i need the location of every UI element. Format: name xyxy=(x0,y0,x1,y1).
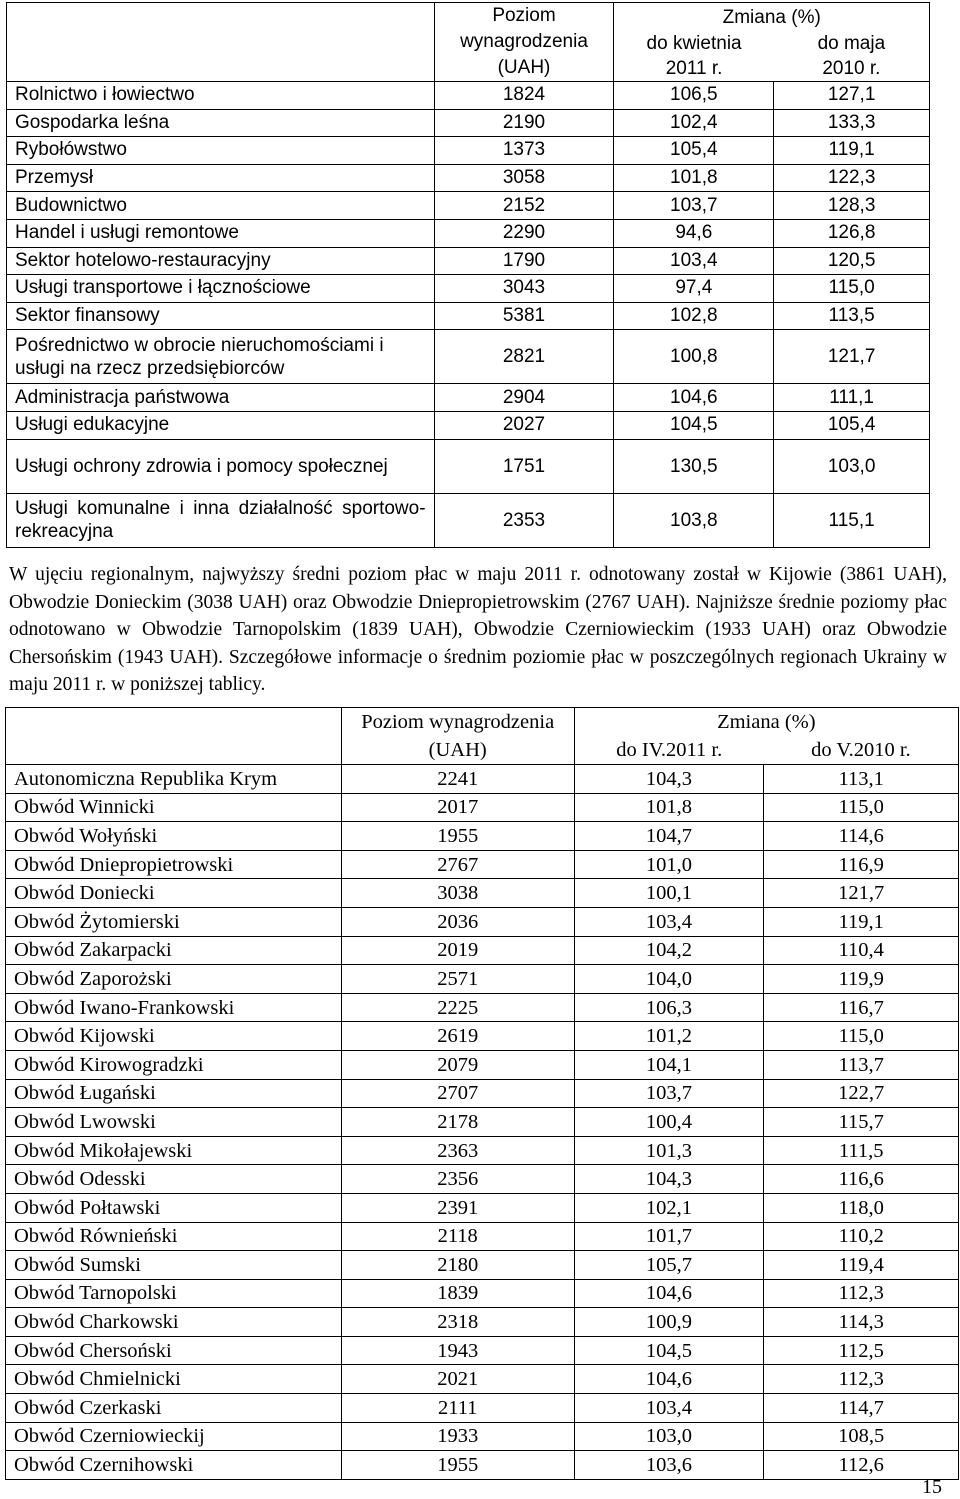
wage-value: 1839 xyxy=(341,1279,574,1308)
change-vs-may: 119,1 xyxy=(764,907,959,936)
change-vs-april: 102,1 xyxy=(574,1193,764,1222)
region-name: Obwód Dniepropietrowski xyxy=(6,850,342,879)
change-vs-may: 110,4 xyxy=(764,936,959,965)
sector-wage-table xyxy=(6,2,930,548)
table-row xyxy=(7,493,930,547)
change-vs-may: 103,0 xyxy=(774,439,930,493)
wage-value: 2225 xyxy=(341,993,574,1022)
change-vs-april: 104,5 xyxy=(574,1336,764,1365)
table-row xyxy=(7,109,930,137)
change-vs-may: 115,7 xyxy=(764,1108,959,1137)
wage-value: 2190 xyxy=(434,109,614,137)
wage-value: 2111 xyxy=(341,1394,574,1423)
region-name: Obwód Czernihowski xyxy=(6,1451,342,1480)
change-vs-may: 115,0 xyxy=(774,275,930,303)
change-vs-may: 120,5 xyxy=(774,247,930,275)
region-name: Obwód Odesski xyxy=(6,1165,342,1194)
table-row xyxy=(6,879,959,908)
table-row xyxy=(6,993,959,1022)
change-vs-april: 103,4 xyxy=(574,907,764,936)
wage-value: 2363 xyxy=(341,1136,574,1165)
wage-value: 2241 xyxy=(341,765,574,794)
table-row xyxy=(6,822,959,851)
change-vs-april: 101,2 xyxy=(574,1022,764,1051)
change-vs-april: 104,6 xyxy=(574,1279,764,1308)
table-row xyxy=(6,1451,959,1480)
header-wage-level: Poziom wynagrodzenia (UAH) xyxy=(341,708,574,765)
header-vs-april: do IV.2011 r. xyxy=(574,736,764,765)
change-vs-may: 119,4 xyxy=(764,1251,959,1280)
table-row xyxy=(7,384,930,412)
wage-value: 2707 xyxy=(341,1079,574,1108)
sector-name: Administracja państwowa xyxy=(7,384,435,412)
table-row xyxy=(7,164,930,192)
change-vs-may: 115,0 xyxy=(764,793,959,822)
change-vs-may: 115,1 xyxy=(774,493,930,547)
region-name: Obwód Winnicki xyxy=(6,793,342,822)
region-name: Obwód Zakarpacki xyxy=(6,936,342,965)
table-row xyxy=(6,1422,959,1451)
region-name: Obwód Zaporożski xyxy=(6,965,342,994)
change-vs-april: 104,0 xyxy=(574,965,764,994)
wage-value: 1790 xyxy=(434,247,614,275)
change-vs-april: 97,4 xyxy=(614,275,774,303)
wage-value: 5381 xyxy=(434,302,614,330)
table-row xyxy=(6,1394,959,1423)
region-name: Obwód Charkowski xyxy=(6,1308,342,1337)
change-vs-april: 106,3 xyxy=(574,993,764,1022)
change-vs-may: 110,2 xyxy=(764,1222,959,1251)
header-wage-level: Poziom wynagrodzenia (UAH) xyxy=(434,3,614,82)
change-vs-may: 108,5 xyxy=(764,1422,959,1451)
change-vs-april: 103,8 xyxy=(614,493,774,547)
change-vs-april: 104,3 xyxy=(574,1165,764,1194)
header-change: Zmiana (%) xyxy=(574,708,958,737)
wage-value: 1933 xyxy=(341,1422,574,1451)
wage-value: 2356 xyxy=(341,1165,574,1194)
sector-name: Usługi ochrony zdrowia i pomocy społecznej xyxy=(7,439,435,493)
sector-name: Pośrednictwo w obrocie nieruchomościami i usługi na rzecz przedsiębiorców xyxy=(7,330,435,384)
header-empty-cell xyxy=(6,708,342,765)
change-vs-april: 102,8 xyxy=(614,302,774,330)
header-change: Zmiana (%) xyxy=(614,3,930,32)
change-vs-april: 104,6 xyxy=(574,1365,764,1394)
wage-value: 2019 xyxy=(341,936,574,965)
table-row xyxy=(6,1193,959,1222)
region-wage-table xyxy=(5,707,959,1480)
change-vs-may: 112,6 xyxy=(764,1451,959,1480)
change-vs-may: 119,9 xyxy=(764,965,959,994)
change-vs-may: 113,1 xyxy=(764,765,959,794)
header-vs-may: do V.2010 r. xyxy=(764,736,959,765)
table-row xyxy=(6,965,959,994)
region-name: Obwód Tarnopolski xyxy=(6,1279,342,1308)
change-vs-may: 114,7 xyxy=(764,1394,959,1423)
change-vs-april: 94,6 xyxy=(614,219,774,247)
table-row xyxy=(6,1222,959,1251)
change-vs-april: 104,2 xyxy=(574,936,764,965)
change-vs-april: 101,0 xyxy=(574,850,764,879)
header-vs-april: do kwietnia 2011 r. xyxy=(614,31,774,82)
wage-value: 2571 xyxy=(341,965,574,994)
wage-value: 2180 xyxy=(341,1251,574,1280)
table-row xyxy=(6,850,959,879)
change-vs-may: 133,3 xyxy=(774,109,930,137)
change-vs-april: 100,8 xyxy=(614,330,774,384)
change-vs-april: 104,6 xyxy=(614,384,774,412)
table-row xyxy=(7,247,930,275)
region-name: Obwód Iwano-Frankowski xyxy=(6,993,342,1022)
change-vs-april: 101,8 xyxy=(574,793,764,822)
change-vs-april: 104,7 xyxy=(574,822,764,851)
table-row xyxy=(6,793,959,822)
page-number: 15 xyxy=(922,1476,942,1498)
region-name: Obwód Chmielnicki xyxy=(6,1365,342,1394)
change-vs-april: 103,0 xyxy=(574,1422,764,1451)
region-name: Obwód Połtawski xyxy=(6,1193,342,1222)
change-vs-may: 116,9 xyxy=(764,850,959,879)
change-vs-april: 105,7 xyxy=(574,1251,764,1280)
table-row xyxy=(7,275,930,303)
wage-value: 2118 xyxy=(341,1222,574,1251)
table-row xyxy=(7,82,930,110)
change-vs-may: 105,4 xyxy=(774,411,930,439)
wage-value: 1943 xyxy=(341,1336,574,1365)
header-vs-may: do maja 2010 r. xyxy=(774,31,930,82)
table-row xyxy=(7,439,930,493)
change-vs-may: 121,7 xyxy=(774,330,930,384)
change-vs-may: 114,3 xyxy=(764,1308,959,1337)
header-empty-cell xyxy=(7,3,435,82)
table-row xyxy=(6,1136,959,1165)
wage-value: 3043 xyxy=(434,275,614,303)
sector-name: Przemysł xyxy=(7,164,435,192)
change-vs-april: 101,8 xyxy=(614,164,774,192)
change-vs-april: 101,7 xyxy=(574,1222,764,1251)
region-name: Obwód Czerniowieckij xyxy=(6,1422,342,1451)
region-name: Obwód Wołyński xyxy=(6,822,342,851)
change-vs-may: 112,3 xyxy=(764,1365,959,1394)
table-row xyxy=(6,765,959,794)
table-row xyxy=(6,1365,959,1394)
sector-name: Rolnictwo i łowiectwo xyxy=(7,82,435,110)
change-vs-may: 113,7 xyxy=(764,1050,959,1079)
wage-value: 3038 xyxy=(341,879,574,908)
wage-value: 2821 xyxy=(434,330,614,384)
sector-name: Sektor hotelowo-restauracyjny xyxy=(7,247,435,275)
table-row xyxy=(6,1336,959,1365)
wage-value: 2152 xyxy=(434,192,614,220)
change-vs-may: 118,0 xyxy=(764,1193,959,1222)
change-vs-may: 116,6 xyxy=(764,1165,959,1194)
region-name: Obwód Kijowski xyxy=(6,1022,342,1051)
table-row xyxy=(7,192,930,220)
wage-value: 2027 xyxy=(434,411,614,439)
change-vs-april: 106,5 xyxy=(614,82,774,110)
region-name: Autonomiczna Republika Krym xyxy=(6,765,342,794)
change-vs-may: 115,0 xyxy=(764,1022,959,1051)
wage-value: 1955 xyxy=(341,822,574,851)
table-row xyxy=(6,936,959,965)
sector-name: Usługi edukacyjne xyxy=(7,411,435,439)
table-row xyxy=(6,1251,959,1280)
change-vs-may: 127,1 xyxy=(774,82,930,110)
sector-name: Rybołówstwo xyxy=(7,137,435,165)
sector-table-header xyxy=(7,3,930,32)
table-row xyxy=(6,1308,959,1337)
wage-value: 2318 xyxy=(341,1308,574,1337)
table-row xyxy=(7,330,930,384)
table-row xyxy=(6,1022,959,1051)
region-name: Obwód Równieński xyxy=(6,1222,342,1251)
wage-value: 1824 xyxy=(434,82,614,110)
wage-value: 2353 xyxy=(434,493,614,547)
wage-value: 2021 xyxy=(341,1365,574,1394)
change-vs-april: 103,7 xyxy=(614,192,774,220)
wage-value: 1373 xyxy=(434,137,614,165)
table-row xyxy=(6,1279,959,1308)
table-row xyxy=(6,1108,959,1137)
region-name: Obwód Chersoński xyxy=(6,1336,342,1365)
region-name: Obwód Lwowski xyxy=(6,1108,342,1137)
change-vs-may: 112,5 xyxy=(764,1336,959,1365)
sector-name: Gospodarka leśna xyxy=(7,109,435,137)
change-vs-may: 121,7 xyxy=(764,879,959,908)
regional-summary-paragraph: W ujęciu regionalnym, najwyższy średni poziom płac w maju 2011 r. odnotowany został w Kijowie (3861 UAH), Obwodzie Donieckim (3038 UAH) oraz Obwodzie Dniepropietrowskim (2767 UAH). Najniższe średnie poziomy płac odnotowano w Obwodzie Tarnopolskim (1839 UAH), Obwodzie Czerniowieckim (1933 UAH) oraz Obwodzie Chersońskim (1943 UAH). Szczegółowe informacje o średnim poziomie płac w poszczególnych regionach Ukrainy w maju 2011 r. w poniższej tablicy. xyxy=(9,564,947,696)
sector-name: Usługi transportowe i łącznościowe xyxy=(7,275,435,303)
change-vs-april: 101,3 xyxy=(574,1136,764,1165)
wage-value: 2017 xyxy=(341,793,574,822)
region-name: Obwód Kirowogradzki xyxy=(6,1050,342,1079)
sector-name: Budownictwo xyxy=(7,192,435,220)
region-name: Obwód Ługański xyxy=(6,1079,342,1108)
wage-value: 3058 xyxy=(434,164,614,192)
change-vs-may: 116,7 xyxy=(764,993,959,1022)
table-row xyxy=(7,219,930,247)
region-name: Obwód Doniecki xyxy=(6,879,342,908)
region-name: Obwód Sumski xyxy=(6,1251,342,1280)
wage-value: 2391 xyxy=(341,1193,574,1222)
change-vs-april: 100,9 xyxy=(574,1308,764,1337)
change-vs-may: 122,3 xyxy=(774,164,930,192)
table-row xyxy=(6,1079,959,1108)
change-vs-april: 105,4 xyxy=(614,137,774,165)
change-vs-may: 113,5 xyxy=(774,302,930,330)
change-vs-may: 119,1 xyxy=(774,137,930,165)
wage-value: 2904 xyxy=(434,384,614,412)
change-vs-may: 122,7 xyxy=(764,1079,959,1108)
change-vs-april: 104,3 xyxy=(574,765,764,794)
change-vs-april: 103,4 xyxy=(614,247,774,275)
table-row xyxy=(7,302,930,330)
wage-value: 2079 xyxy=(341,1050,574,1079)
sector-name: Handel i usługi remontowe xyxy=(7,219,435,247)
change-vs-may: 112,3 xyxy=(764,1279,959,1308)
wage-value: 1751 xyxy=(434,439,614,493)
change-vs-may: 111,5 xyxy=(764,1136,959,1165)
wage-value: 1955 xyxy=(341,1451,574,1480)
wage-value: 2036 xyxy=(341,907,574,936)
region-table-header xyxy=(6,708,959,737)
change-vs-may: 114,6 xyxy=(764,822,959,851)
change-vs-may: 111,1 xyxy=(774,384,930,412)
change-vs-april: 100,1 xyxy=(574,879,764,908)
table-row xyxy=(6,1050,959,1079)
sector-name: Usługi komunalne i inna działalność sportowo-rekreacyjna xyxy=(7,493,435,547)
wage-value: 2290 xyxy=(434,219,614,247)
change-vs-may: 126,8 xyxy=(774,219,930,247)
table-row xyxy=(7,137,930,165)
table-row xyxy=(6,907,959,936)
change-vs-april: 102,4 xyxy=(614,109,774,137)
change-vs-april: 104,5 xyxy=(614,411,774,439)
sector-name: Sektor finansowy xyxy=(7,302,435,330)
change-vs-april: 104,1 xyxy=(574,1050,764,1079)
change-vs-april: 103,4 xyxy=(574,1394,764,1423)
wage-value: 2178 xyxy=(341,1108,574,1137)
change-vs-may: 128,3 xyxy=(774,192,930,220)
region-name: Obwód Żytomierski xyxy=(6,907,342,936)
table-row xyxy=(7,411,930,439)
region-name: Obwód Czerkaski xyxy=(6,1394,342,1423)
change-vs-april: 100,4 xyxy=(574,1108,764,1137)
region-name: Obwód Mikołajewski xyxy=(6,1136,342,1165)
wage-value: 2767 xyxy=(341,850,574,879)
change-vs-april: 103,7 xyxy=(574,1079,764,1108)
change-vs-april: 130,5 xyxy=(614,439,774,493)
table-row xyxy=(6,1165,959,1194)
wage-value: 2619 xyxy=(341,1022,574,1051)
change-vs-april: 103,6 xyxy=(574,1451,764,1480)
